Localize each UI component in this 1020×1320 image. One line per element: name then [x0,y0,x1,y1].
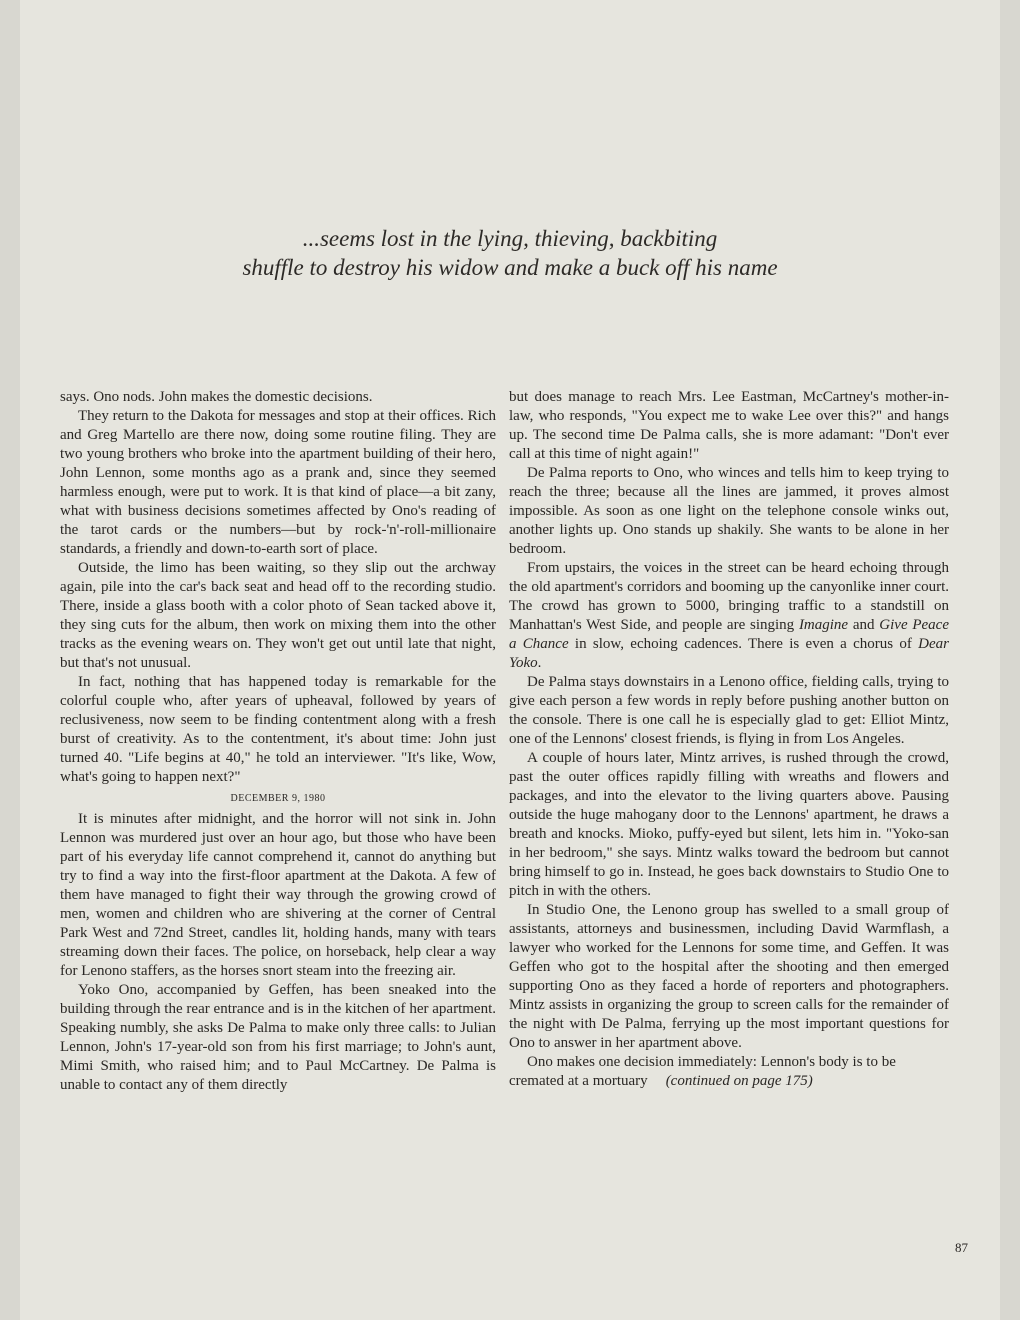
paragraph [509,559,949,673]
paragraph: Yoko Ono, accompanied by Geffen, has been sneaked into the building through the rear entrance and is in the kitchen of her apartment. Speaking numbly, she asks De Palma to make only three calls: to Julian Lennon, John's 17-year-old son from his first marriage; to John's aunt, Mimi Smith, who raised him; and to Paul McCartney. De Palma is unable to contact any of them directly [60,982,496,1093]
text-run: Ono makes one decision immediately: Lennon's body is to be cremated at a mortuary [509,1054,896,1089]
paragraph: says. Ono nods. John makes the domestic decisions. [60,389,373,405]
left-column [60,388,496,1095]
pull-quote-line-1: ...seems lost in the lying, thieving, backbiting [302,226,718,251]
right-column [509,388,949,1091]
text-run: in slow, echoing cadences. There is even a chorus of [568,636,919,652]
paragraph: Outside, the limo has been waiting, so they slip out the archway again, pile into the car's back seat and head off to the recording studio. There, inside a glass booth with a color photo of Sean tacked above it, they sing cuts for the album, then work on mixing them into the other tracks as the evening wears on. They won't get out until late that night, but that's not unusual. [60,560,496,671]
magazine-page [20,0,1000,1320]
paragraph: De Palma reports to Ono, who winces and tells him to keep trying to reach the three; because all the lines are jammed, it proves almost impossible. As soon as one light on the telephone console winks out, another lights up. Ono stands up shakily. She wants to be alone in her bedroom. [509,465,949,557]
song-title: Give Peace a Chance [509,617,949,652]
paragraph: They return to the Dakota for messages and stop at their offices. Rich and Greg Martello are there now, doing some routine filing. They are two young brothers who broke into the apartment building of their hero, John Lennon, some months ago as a prank and, since they seemed harmless enough, were put to work. It is that kind of place—a bit zany, what with business decisions sometimes affected by Ono's reading of the tarot cards or the numbers—but by rock-'n'-roll-millionaire standards, a friendly and down-to-earth sort of place. [60,408,496,557]
paragraph: It is minutes after midnight, and the horror will not sink in. John Lennon was murdered just over an hour ago, but those who have been part of his everyday life cannot comprehend it, cannot do anything but try to find a way into the first-floor apartment at the Dakota. A few of them have managed to fight their way through the growing crowd of men, women and children who are shivering at the corner of Central Park West and 72nd Street, candles lit, holding hands, many with tears streaming down their faces. The police, on horseback, help clear a way for Lenono staffers, as the horses snort steam into the freezing air. [60,811,496,979]
text-run: and [848,617,880,633]
song-title: Imagine [798,617,849,633]
paragraph: but does manage to reach Mrs. Lee Eastman, McCartney's mother-in-law, who responds, "You expect me to wake Lee over this?" and hangs up. The second time De Palma calls, she is more adamant: "Don't ever call at this time of night again!" [509,389,949,462]
paragraph: A couple of hours later, Mintz arrives, is rushed through the crowd, past the outer offices rapidly filling with wreaths and flowers and packages, and into the elevator to the living quarters above. Pausing outside the huge mahogany door to the Lennons' apartment, he draws a breath and knocks. Mioko, puffy-eyed but silent, lets him in. "Yoko-san in her bedroom," she says. Mintz walks toward the bedroom but cannot bring himself to go in. Instead, he goes back downstairs to Studio One to pitch in with the others. [509,750,949,899]
pull-quote-line-2: shuffle to destroy his widow and make a buck off his name [242,255,778,280]
continued-note: (continued on page 175) [665,1073,813,1089]
song-title: Dear Yoko [509,636,949,671]
page-number: 87 [955,1240,968,1255]
pull-quote [80,224,940,282]
paragraph: De Palma stays downstairs in a Lenono office, fielding calls, trying to give each person a few words in reply before pushing another button on the console. There is one call he is especially glad to get: Elliot Mintz, one of the Lennons' closest friends, is flying in from Los Angeles. [509,674,949,747]
paragraph: In fact, nothing that has happened today is remarkable for the colorful couple who, after years of upheaval, followed by years of reclusiveness, now seem to be finding contentment along with a fresh burst of creativity. As to the contentment, it's about time: John just turned 40. "Life begins at 40," he told an interviewer. "It's like, Wow, what's going to happen next?" [60,674,496,785]
text-run: . [537,655,542,671]
dateline: DECEMBER 9, 1980 [230,793,326,804]
text-run: From upstairs, the voices in the street can be heard echoing through the old apartment's corridors and booming up the canyonlike inner court. The crowd has grown to 5000, bringing traffic to a standstill on Manhattan's West Side, and people are singing [509,560,949,633]
paragraph [509,1053,949,1091]
paragraph: In Studio One, the Lenono group has swelled to a small group of assistants, attorneys and businessmen, including David Warmflash, a lawyer who worked for the Lennons for some time, and Geffen. It was Geffen who got to the hospital after the shooting and then emerged supporting Ono as they faced a horde of reporters and photographers. Mintz assists in organizing the group to screen calls for the remainder of the night with De Palma, ferrying up the most important questions for Ono to answer in her apartment above. [509,902,949,1051]
